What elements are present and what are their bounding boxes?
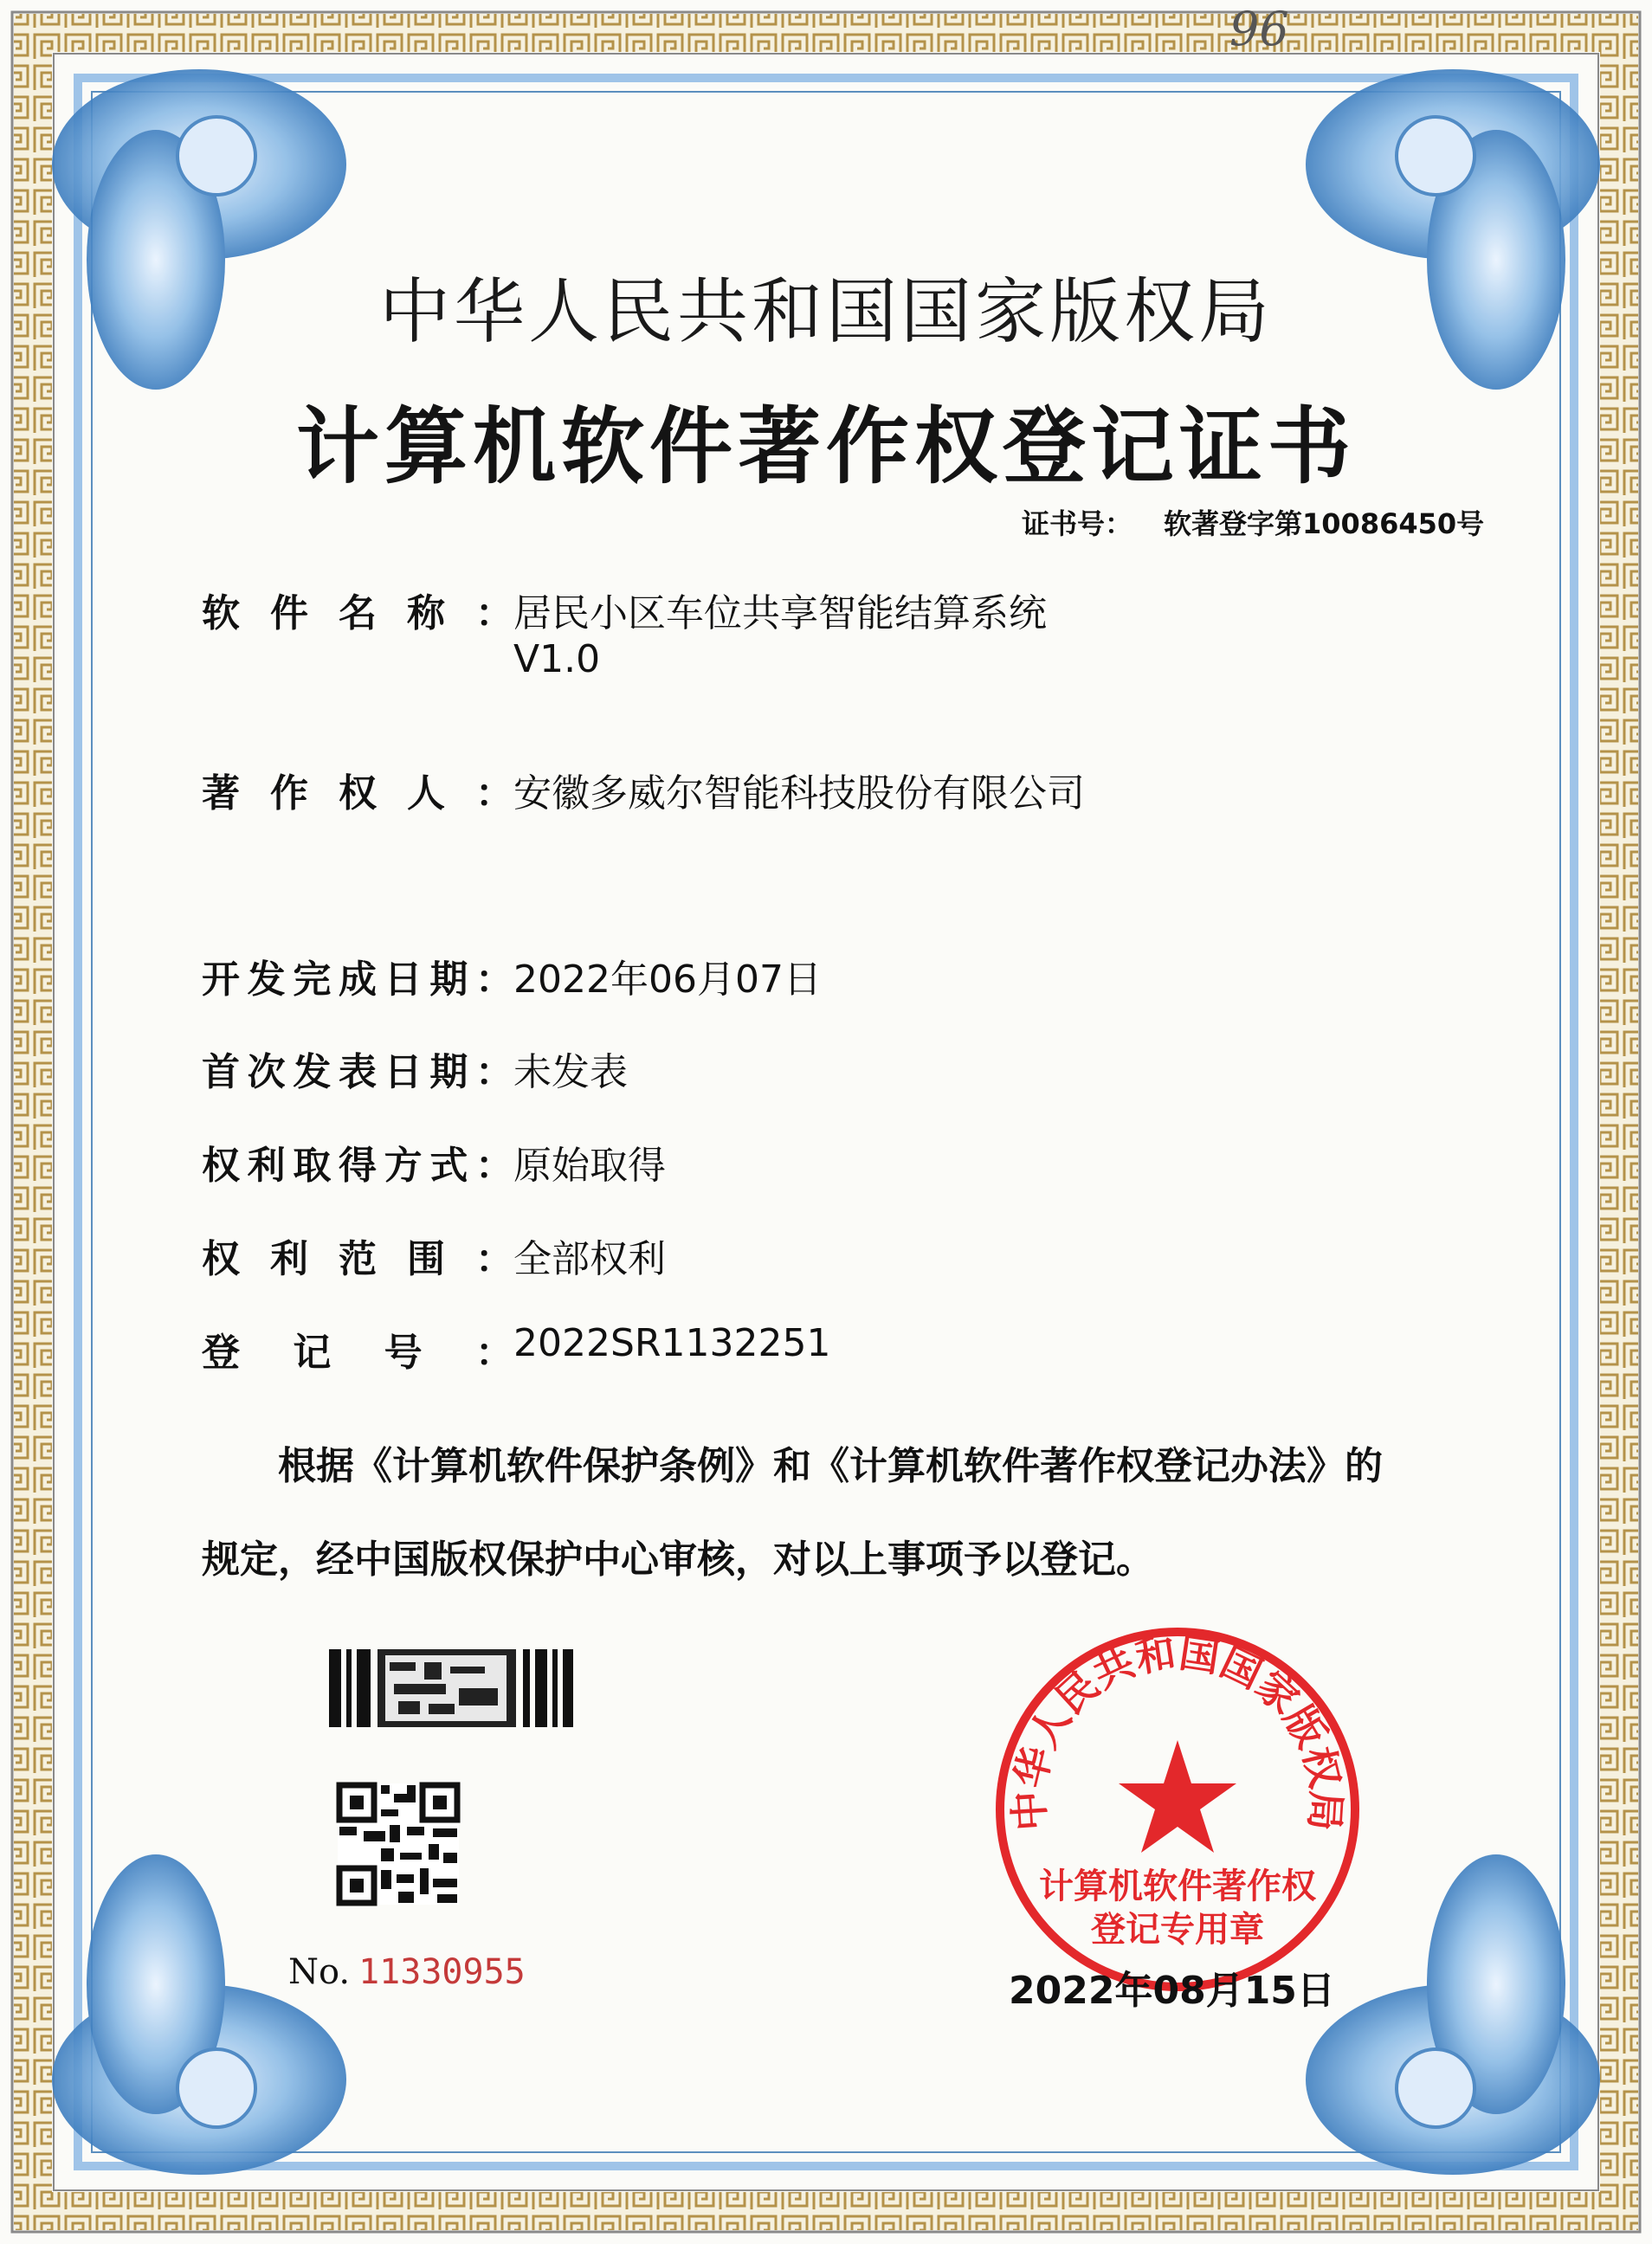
field-value: 未发表 bbox=[513, 1050, 628, 1094]
field-value: 2022年06月07日 bbox=[513, 958, 822, 1002]
cert-no-value: 软著登字第10086450号 bbox=[1164, 507, 1485, 540]
field-software-name bbox=[202, 582, 1047, 681]
field-value: 全部权利 bbox=[513, 1237, 666, 1281]
certificate-number bbox=[1022, 502, 1484, 542]
issuing-authority: 中华人民共和国国家版权局 bbox=[378, 271, 1273, 353]
field-development-date bbox=[202, 948, 822, 1003]
field-registration-number bbox=[202, 1321, 831, 1377]
certificate-title: 计算机软件著作权登记证书 bbox=[296, 397, 1356, 495]
qr-code bbox=[338, 1783, 459, 1905]
field-rights-scope bbox=[202, 1228, 666, 1283]
statement-line-1: 根据《计算机软件保护条例》和《计算机软件著作权登记办法》的 bbox=[278, 1444, 1383, 1488]
seal-line-1: 计算机软件著作权 bbox=[1039, 1867, 1316, 1906]
barcode bbox=[329, 1649, 573, 1727]
field-acquisition-method bbox=[202, 1134, 666, 1190]
field-value: 2022SR1132251 bbox=[513, 1321, 831, 1365]
seal-line-2: 登记专用章 bbox=[1091, 1910, 1264, 1950]
field-value: 安徽多威尔智能科技股份有限公司 bbox=[513, 771, 1085, 816]
official-seal bbox=[987, 1619, 1368, 2000]
field-value: 原始取得 bbox=[513, 1144, 666, 1188]
serial-number bbox=[288, 1952, 526, 1992]
field-label: 权利范围： bbox=[202, 1237, 513, 1281]
software-name-line1: 居民小区车位共享智能结算系统 bbox=[513, 591, 1047, 635]
seal-arc-text: 中华人民共和国国家版权局 bbox=[1004, 1628, 1351, 1833]
seal-star-icon bbox=[1119, 1740, 1236, 1853]
registration-statement bbox=[202, 1420, 1483, 1607]
field-label: 权利取得方式： bbox=[202, 1144, 513, 1188]
serial-prefix: No. bbox=[288, 1952, 351, 1992]
corner-ornament-bottom-left bbox=[52, 1854, 346, 2175]
field-label: 著作权人： bbox=[202, 771, 513, 816]
issue-date: 2022年08月15日 bbox=[1009, 1969, 1335, 2013]
field-label: 开发完成日期： bbox=[202, 958, 513, 1002]
software-name-version: V1.0 bbox=[513, 637, 601, 681]
field-label: 首次发表日期： bbox=[202, 1050, 513, 1094]
statement-line-2: 规定，经中国版权保护中心审核，对以上事项予以登记。 bbox=[202, 1538, 1154, 1582]
field-label: 登记号： bbox=[202, 1331, 513, 1375]
field-copyright-owner bbox=[202, 762, 1085, 817]
field-label: 软件名称： bbox=[202, 591, 513, 635]
handwritten-annotation: 96 bbox=[1229, 2, 1289, 56]
serial-number-value: 11330955 bbox=[358, 1952, 526, 1992]
cert-no-label: 证书号： bbox=[1022, 507, 1133, 540]
field-value bbox=[513, 582, 1047, 681]
field-first-publication-date bbox=[202, 1041, 628, 1096]
